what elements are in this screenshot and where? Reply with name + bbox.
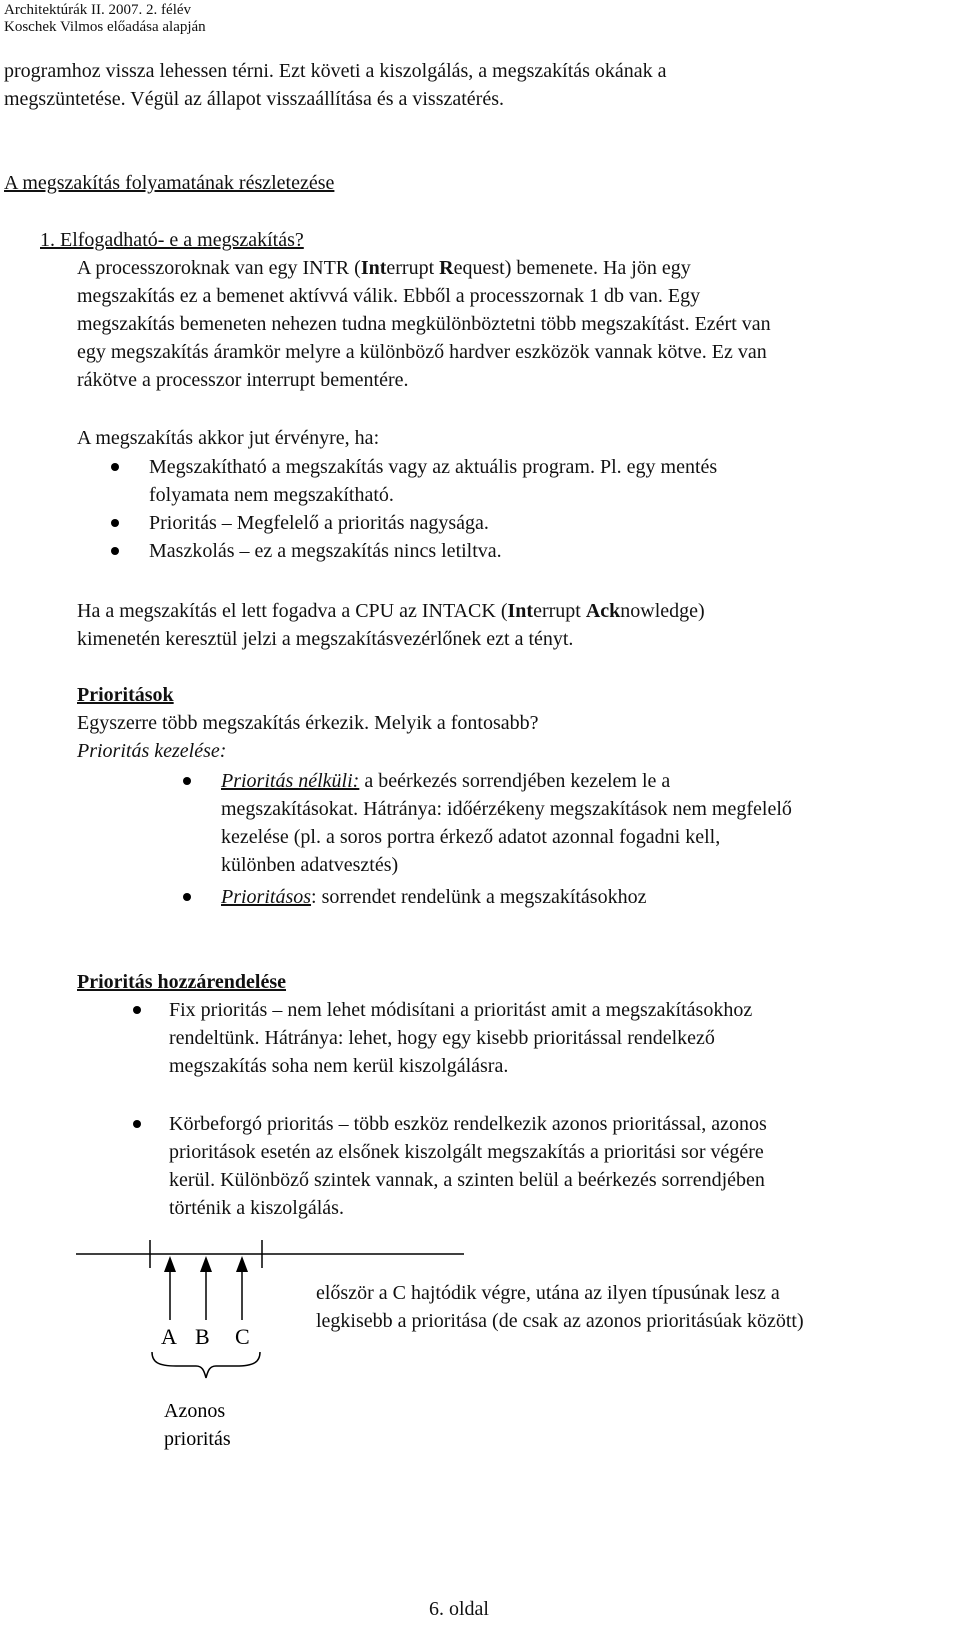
- conditions-intro: A megszakítás akkor jut érvényre, ha:: [77, 427, 380, 449]
- para-line-4: egy megszakítás áramkör melyre a különböző hardver eszközök vannak kötve. Ez van: [77, 341, 767, 363]
- intro-line-2: megszüntetése. Végül az állapot visszaállítása és a visszatérés.: [4, 88, 504, 110]
- group-brace-icon: [152, 1352, 260, 1378]
- label-b: B: [195, 1324, 210, 1349]
- priorities-question: Egyszerre több megszakítás érkezik. Melyik a fontosabb?: [77, 712, 539, 734]
- no-priority-line-3: kezelése (pl. a soros portra érkező adatot azonnal fogadni kell,: [221, 826, 721, 848]
- group-label-line-1: Azonos: [164, 1400, 226, 1422]
- rotating-line-1: Körbeforgó prioritás – több eszköz rendelkezik azonos prioritással, azonos: [169, 1113, 767, 1135]
- diagram-note-line-2: legkisebb a prioritása (de csak az azonos prioritásúak között): [316, 1310, 804, 1332]
- priorities-handling-label: Prioritás kezelése:: [77, 740, 227, 762]
- priority-queue-diagram: [0, 1230, 480, 1470]
- fixed-line-3: megszakítás soha nem kerül kiszolgálásra.: [169, 1055, 509, 1077]
- label-c: C: [235, 1324, 250, 1349]
- bullet-icon: [183, 777, 191, 785]
- para-line-5: rákötve a processzor interrupt bementére.: [77, 369, 409, 391]
- diagram-note-line-1: először a C hajtódik végre, utána az ilyen típusúnak lesz a: [316, 1282, 780, 1304]
- with-priority-line: Prioritásos: sorrendet rendelünk a megszakításokhoz: [221, 886, 647, 908]
- intro-line-1: programhoz vissza lehessen térni. Ezt követi a kiszolgálás, a megszakítás okának a: [4, 60, 667, 82]
- bullet-icon: [183, 893, 191, 901]
- arrow-b-icon: [200, 1256, 212, 1320]
- arrow-a-icon: [164, 1256, 176, 1320]
- accept-line-2: kimenetén keresztül jelzi a megszakításvezérlőnek ezt a tényt.: [77, 628, 574, 650]
- section-heading-details: A megszakítás folyamatának részletezése: [4, 172, 335, 194]
- no-priority-line-1: Prioritás nélküli: a beérkezés sorrendjében kezelem le a: [221, 770, 671, 792]
- fixed-line-2: rendeltünk. Hátránya: lehet, hogy egy kisebb prioritással rendelkező: [169, 1027, 715, 1049]
- rotating-line-2: prioritások esetén az elsőnek kiszolgált megszakítás a prioritási sor végére: [169, 1141, 764, 1163]
- item-1-title: 1. Elfogadható- e a megszakítás?: [40, 229, 304, 251]
- condition-2: Prioritás – Megfelelő a prioritás nagysága.: [149, 512, 489, 534]
- condition-1-line-1: Megszakítható a megszakítás vagy az aktuális program. Pl. egy mentés: [149, 456, 718, 478]
- header-course: Architektúrák II. 2007. 2. félév: [4, 2, 192, 18]
- para-line-1: A processzoroknak van egy INTR (Interrupt Request) bemenete. Ha jön egy: [77, 257, 691, 279]
- bullet-icon: [111, 547, 119, 555]
- no-priority-line-4: különben adatvesztés): [221, 854, 399, 876]
- no-priority-line-2: megszakításokat. Hátránya: időérzékeny megszakítások nem megfelelő: [221, 798, 792, 820]
- group-label-line-2: prioritás: [164, 1428, 231, 1450]
- bullet-icon: [111, 463, 119, 471]
- bullet-icon: [133, 1120, 141, 1128]
- header-author: Koschek Vilmos előadása alapján: [4, 19, 206, 35]
- para-line-2: megszakítás ez a bemenet aktívvá válik. Ebből a processzornak 1 db van. Egy: [77, 285, 701, 307]
- condition-3: Maszkolás – ez a megszakítás nincs letiltva.: [149, 540, 502, 562]
- section-heading-priorities: Prioritások: [77, 684, 174, 706]
- para-line-3: megszakítás bemeneten nehezen tudna megkülönböztetni több megszakítást. Ezért van: [77, 313, 771, 335]
- bullet-icon: [111, 519, 119, 527]
- rotating-line-3: kerül. Különböző szintek vannak, a szinten belül a beérkezés sorrendjében: [169, 1169, 765, 1191]
- arrow-c-icon: [236, 1256, 248, 1320]
- accept-line-1: Ha a megszakítás el lett fogadva a CPU az INTACK (Interrupt Acknowledge): [77, 600, 705, 622]
- fixed-line-1: Fix prioritás – nem lehet módisítani a prioritást amit a megszakításokhoz: [169, 999, 753, 1021]
- condition-1-line-2: folyamata nem megszakítható.: [149, 484, 394, 506]
- section-heading-assignment: Prioritás hozzárendelése: [77, 971, 287, 993]
- bullet-icon: [133, 1006, 141, 1014]
- rotating-line-4: történik a kiszolgálás.: [169, 1197, 344, 1219]
- label-a: A: [161, 1324, 177, 1349]
- page-number: 6. oldal: [429, 1598, 489, 1620]
